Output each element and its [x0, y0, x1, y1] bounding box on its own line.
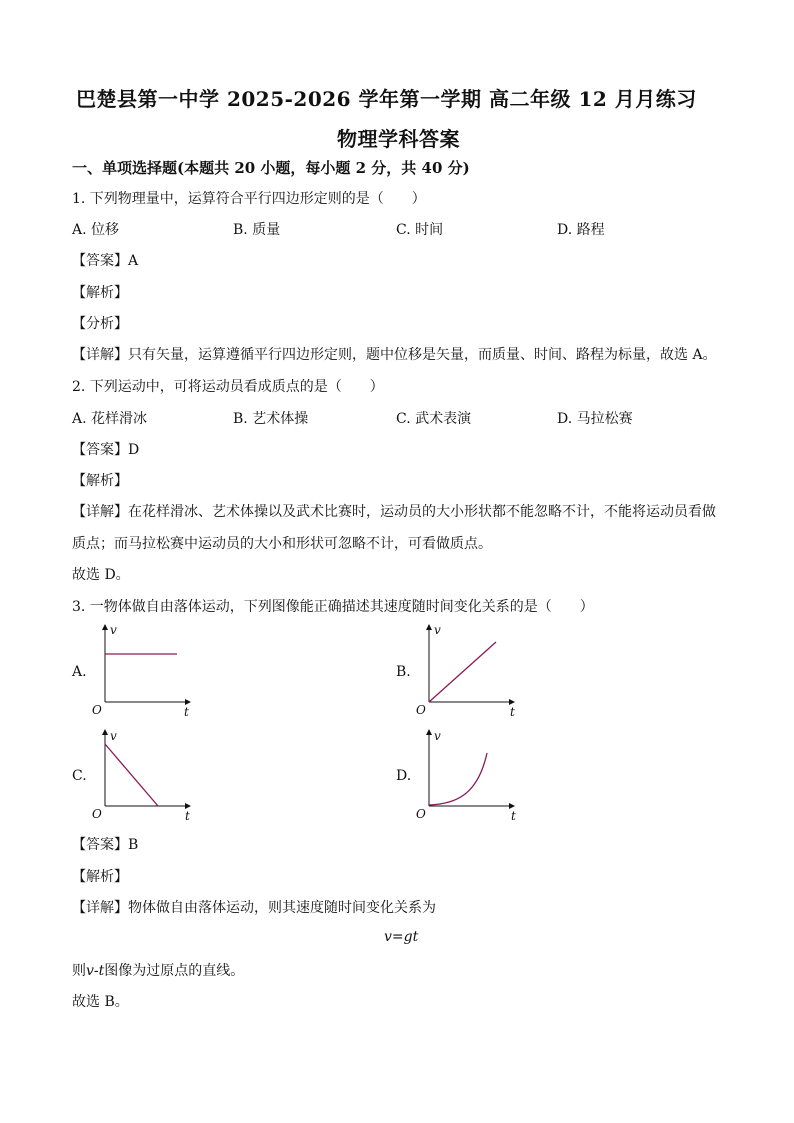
y-axis-label: v — [110, 623, 117, 637]
q3-option-b-label: B. — [396, 664, 411, 680]
q2-option-a: A. 花样滑冰 — [72, 411, 148, 427]
q3-formula: v=gt — [384, 929, 419, 945]
q1-option-b: B. 质量 — [233, 222, 281, 238]
q1-option-c: C. 时间 — [396, 222, 444, 238]
q3-line-pre: 则 — [72, 963, 86, 979]
detail-tag: 【详解】 — [72, 504, 128, 520]
x-axis-label: t — [185, 809, 190, 823]
page-subtitle: 物理学科答案 — [337, 127, 460, 151]
answer-tag: 【答案】 — [72, 442, 128, 458]
graph-c — [88, 726, 198, 826]
q2-option-b: B. 艺术体操 — [233, 411, 309, 427]
detail-tag: 【详解】 — [72, 347, 128, 363]
q1-option-d: D. 路程 — [557, 222, 605, 238]
q2-detail — [72, 501, 716, 521]
q3-line-post: 图像为过原点的直线。 — [104, 963, 245, 979]
q3-option-a-label: A. — [72, 664, 87, 680]
q3-answer-value: B — [128, 837, 139, 853]
q3-analysis-tag: 【解析】 — [72, 869, 128, 885]
q3-stem: 3. 一物体做自由落体运动，下列图像能正确描述其速度随时间变化关系的是（ ） — [72, 599, 594, 615]
q1-answer — [72, 250, 138, 270]
q1-option-a: A. 位移 — [72, 222, 120, 238]
x-axis-label: t — [510, 705, 515, 719]
answer-tag: 【答案】 — [72, 253, 128, 269]
x-axis-label: t — [184, 705, 189, 719]
q3-detail-text: 物体做自由落体运动，则其速度随时间变化关系为 — [128, 900, 436, 916]
q1-stem: 1. 下列物理量中，运算符合平行四边形定则的是（ ） — [72, 191, 426, 207]
q3-answer — [72, 834, 138, 854]
q1-detail — [72, 344, 717, 364]
q1-analysis-tag: 【解析】 — [72, 285, 128, 301]
q2-option-c: C. 武术表演 — [396, 411, 472, 427]
answer-tag: 【答案】 — [72, 837, 128, 853]
q3-option-c-label: C. — [72, 768, 87, 784]
x-axis-label: t — [511, 809, 516, 823]
graph-a — [88, 620, 198, 720]
q3-option-d-label: D. — [396, 768, 412, 784]
q2-answer — [72, 439, 139, 459]
q3-conclusion: 故选 B。 — [72, 994, 129, 1010]
q1-detail-text: 只有矢量，运算遵循平行四边形定则，题中位移是矢量，而质量、时间、路程为标量，故选 A。 — [128, 347, 717, 363]
origin-label: O — [92, 807, 102, 821]
q2-conclusion: 故选 D。 — [72, 567, 130, 583]
origin-label: O — [416, 807, 426, 821]
q2-analysis-tag: 【解析】 — [72, 473, 128, 489]
origin-label: O — [92, 703, 102, 717]
page-title: 巴楚县第一中学 2025-2026 学年第一学期 高二年级 12 月月练习 — [76, 87, 697, 111]
q2-detail-line2: 质点；而马拉松赛中运动员的大小和形状可忽略不计，可看做质点。 — [72, 536, 492, 552]
graph-curve — [429, 642, 496, 702]
q2-option-d: D. 马拉松赛 — [557, 411, 633, 427]
y-axis-label: v — [434, 623, 441, 637]
graph-d — [412, 726, 522, 826]
section-heading: 一、单项选择题(本题共 20 小题，每小题 2 分，共 40 分) — [72, 159, 470, 177]
graph-b — [412, 620, 522, 720]
graph-curve — [429, 753, 487, 805]
q2-stem: 2. 下列运动中，可将运动员看成质点的是（ ） — [72, 379, 384, 395]
y-axis-label: v — [110, 729, 117, 743]
q1-fenxi-tag: 【分析】 — [72, 316, 128, 332]
origin-label: O — [416, 703, 426, 717]
q3-detail — [72, 897, 436, 917]
q2-answer-value: D — [128, 442, 140, 458]
graph-curve — [105, 744, 158, 806]
q2-detail-line1: 在花样滑冰、艺术体操以及武术比赛时，运动员的大小形状都不能忽略不计，不能将运动员看做 — [128, 504, 716, 520]
q3-line-var: v-t — [86, 963, 105, 979]
q3-line — [72, 960, 244, 980]
y-axis-label: v — [434, 729, 441, 743]
detail-tag: 【详解】 — [72, 900, 128, 916]
q1-answer-value: A — [128, 253, 139, 269]
